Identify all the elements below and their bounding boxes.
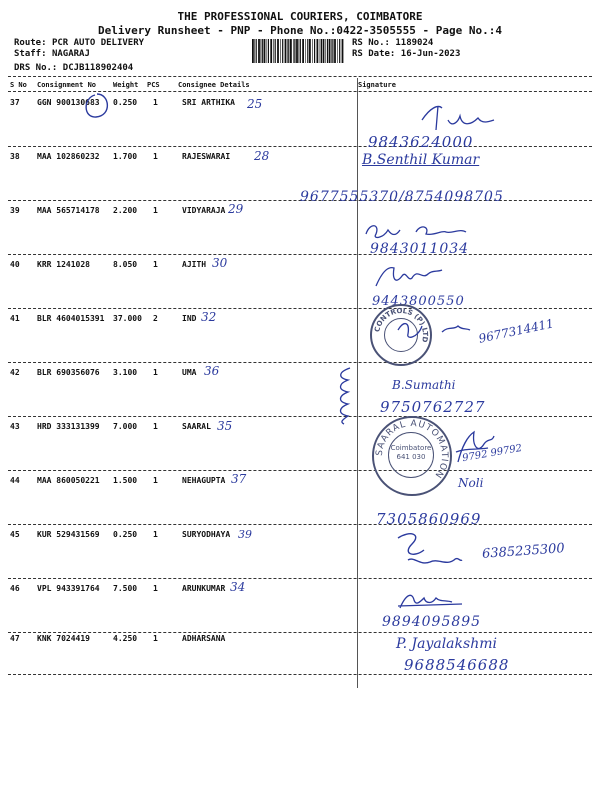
row-weight: 37.000 xyxy=(113,314,142,323)
row-consignee: SAARAL xyxy=(182,422,211,431)
row-pcs: 2 xyxy=(153,314,158,323)
rs-no-label: RS No.: xyxy=(352,38,390,48)
row-consignment-no: MAA 860050221 xyxy=(37,476,100,485)
route-label: Route: xyxy=(14,38,47,48)
handwritten-phone: 9843624000 xyxy=(368,133,474,151)
row-pcs: 1 xyxy=(153,530,158,539)
row-consignee: AJITH xyxy=(182,260,207,269)
col-header-pcs: PCS xyxy=(147,81,160,89)
stamp-text: CONTROLS (P) LTD xyxy=(373,306,430,343)
row-consignment-no: KRR 1241028 xyxy=(37,260,90,269)
handwritten-phone: 9843011034 xyxy=(370,241,470,257)
handwritten-number: 35 xyxy=(217,419,233,433)
handwritten-number: 32 xyxy=(201,310,217,324)
barcode xyxy=(252,39,344,63)
row-consignee: ARUNKUMAR xyxy=(182,584,226,593)
row-consignment-no: MAA 102860232 xyxy=(37,152,100,161)
col-header-weight: Weight xyxy=(113,81,139,89)
handwritten-name: B.Senthil Kumar xyxy=(362,152,480,168)
row-pcs: 1 xyxy=(153,98,158,107)
handwritten-phone: 9750762727 xyxy=(380,398,486,416)
table-row xyxy=(0,584,600,600)
table-row xyxy=(0,530,600,546)
row-pcs: 1 xyxy=(153,206,158,215)
row-divider xyxy=(8,416,592,417)
company-stamp xyxy=(372,416,452,496)
divider xyxy=(8,76,592,77)
rs-no-value: 1189024 xyxy=(395,38,434,48)
handwritten-name: Noli xyxy=(458,476,484,490)
row-consignment-no: VPL 943391764 xyxy=(37,584,100,593)
handwritten-number: 29 xyxy=(228,202,244,216)
handwritten-phone: 9688546688 xyxy=(404,656,510,674)
row-sno: 45 xyxy=(10,530,20,539)
table-row xyxy=(0,260,600,276)
rs-info xyxy=(352,38,460,60)
row-divider xyxy=(8,470,592,471)
handwritten-phone: 9792 99792 xyxy=(461,442,523,465)
row-weight: 7.000 xyxy=(113,422,138,431)
row-weight: 0.250 xyxy=(113,98,138,107)
row-divider xyxy=(8,254,592,255)
signature-scribble xyxy=(396,588,466,612)
stamp-text: SAARAL AUTOMATION xyxy=(374,418,450,481)
handwritten-phone: 9443800550 xyxy=(372,294,465,309)
row-consignee: NEHAGUPTA xyxy=(182,476,226,485)
handwritten-phone: 6385235300 xyxy=(481,541,566,562)
row-weight: 2.200 xyxy=(113,206,138,215)
row-divider xyxy=(8,146,592,147)
staff-value: NAGARAJ xyxy=(51,49,90,59)
row-weight: 3.100 xyxy=(113,368,138,377)
handwritten-number: 25 xyxy=(247,97,263,111)
handwritten-number: 28 xyxy=(254,149,270,163)
row-consignee: IND xyxy=(182,314,197,323)
row-pcs: 1 xyxy=(153,260,158,269)
row-consignment-no: HRD 333131399 xyxy=(37,422,100,431)
row-divider xyxy=(8,674,592,675)
signature-scribble xyxy=(362,220,474,242)
col-header-sno: S No xyxy=(10,81,27,89)
col-header-consignment: Consignment No xyxy=(37,81,97,89)
row-pcs: 1 xyxy=(153,634,158,643)
row-sno: 44 xyxy=(10,476,20,485)
handwritten-phone: 9894095895 xyxy=(382,614,482,630)
row-weight: 7.500 xyxy=(113,584,138,593)
row-consignee: SURYODHAYA xyxy=(182,530,231,539)
signature-scribble xyxy=(372,262,444,290)
signature-scribble xyxy=(418,100,498,134)
handwritten-name: P. Jayalakshmi xyxy=(396,636,497,652)
staff-label: Staff: xyxy=(14,49,47,59)
row-sno: 46 xyxy=(10,584,20,593)
signature-scribble xyxy=(332,364,358,426)
row-consignment-no: BLR 4604015391 xyxy=(37,314,105,323)
row-pcs: 1 xyxy=(153,422,158,431)
handwritten-number: 37 xyxy=(231,472,247,486)
handwritten-number: 36 xyxy=(204,364,220,378)
table-row xyxy=(0,206,600,222)
row-weight: 1.700 xyxy=(113,152,138,161)
row-sno: 47 xyxy=(10,634,20,643)
table-row xyxy=(0,152,600,168)
row-pcs: 1 xyxy=(153,584,158,593)
row-weight: 4.250 xyxy=(113,634,138,643)
handwritten-name: B.Sumathi xyxy=(392,378,456,392)
company-name: THE PROFESSIONAL COURIERS, COIMBATORE xyxy=(177,10,423,23)
row-divider xyxy=(8,632,592,633)
route-value: PCR AUTO DELIVERY xyxy=(51,38,145,48)
table-row xyxy=(0,422,600,438)
handwritten-number: 30 xyxy=(212,256,228,270)
signature-scribble xyxy=(392,316,472,342)
handwritten-phone: 7305860969 xyxy=(376,510,482,528)
row-consignee: ADHARSANA xyxy=(182,634,226,643)
row-consignee: VIDYARAJA xyxy=(182,206,226,215)
row-weight: 0.250 xyxy=(113,530,138,539)
row-sno: 42 xyxy=(10,368,20,377)
row-sno: 38 xyxy=(10,152,20,161)
rs-date-label: RS Date: xyxy=(352,49,396,59)
runsheet-title: Delivery Runsheet - PNP - Phone No.:0422-3505555 - Page No.:4 xyxy=(98,24,502,37)
col-header-signature: Signature xyxy=(358,81,396,89)
row-consignment-no: MAA 565714178 xyxy=(37,206,100,215)
signature-scribble xyxy=(394,526,464,574)
row-consignee: RAJESWARAI xyxy=(182,152,231,161)
row-consignment-no: BLR 690356076 xyxy=(37,368,100,377)
row-consignee: UMA xyxy=(182,368,197,377)
handwritten-phone: 9677314411 xyxy=(477,316,555,346)
row-pcs: 1 xyxy=(153,152,158,161)
row-weight: 8.050 xyxy=(113,260,138,269)
drs-value: DCJB118902404 xyxy=(62,63,134,73)
row-consignee: SRI ARTHIKA xyxy=(182,98,235,107)
row-divider xyxy=(8,578,592,579)
handwritten-phone: 9677555370/8754098705 xyxy=(300,189,504,205)
row-consignment-no: GGN 900130683 xyxy=(37,98,100,107)
drs-label: DRS No.: xyxy=(14,63,58,73)
row-weight: 1.500 xyxy=(113,476,138,485)
row-sno: 43 xyxy=(10,422,20,431)
row-sno: 41 xyxy=(10,314,20,323)
row-consignment-no: KNK 7024419 xyxy=(37,634,90,643)
row-sno: 39 xyxy=(10,206,20,215)
row-divider xyxy=(8,308,592,309)
rs-date-value: 16-Jun-2023 xyxy=(400,49,461,59)
row-consignment-no: KUR 529431569 xyxy=(37,530,100,539)
row-sno: 37 xyxy=(10,98,20,107)
table-row xyxy=(0,368,600,384)
col-header-consignee: Consignee Details xyxy=(178,81,250,89)
table-row xyxy=(0,634,600,650)
ink-circle xyxy=(80,92,114,120)
route-info xyxy=(14,38,144,74)
table-row xyxy=(0,476,600,492)
row-divider xyxy=(8,524,592,525)
row-pcs: 1 xyxy=(153,476,158,485)
handwritten-number: 39 xyxy=(238,528,252,541)
row-sno: 40 xyxy=(10,260,20,269)
stamp-inner-text: Coimbatore 641 030 xyxy=(390,444,432,461)
handwritten-number: 34 xyxy=(230,580,246,594)
row-divider xyxy=(8,362,592,363)
row-pcs: 1 xyxy=(153,368,158,377)
